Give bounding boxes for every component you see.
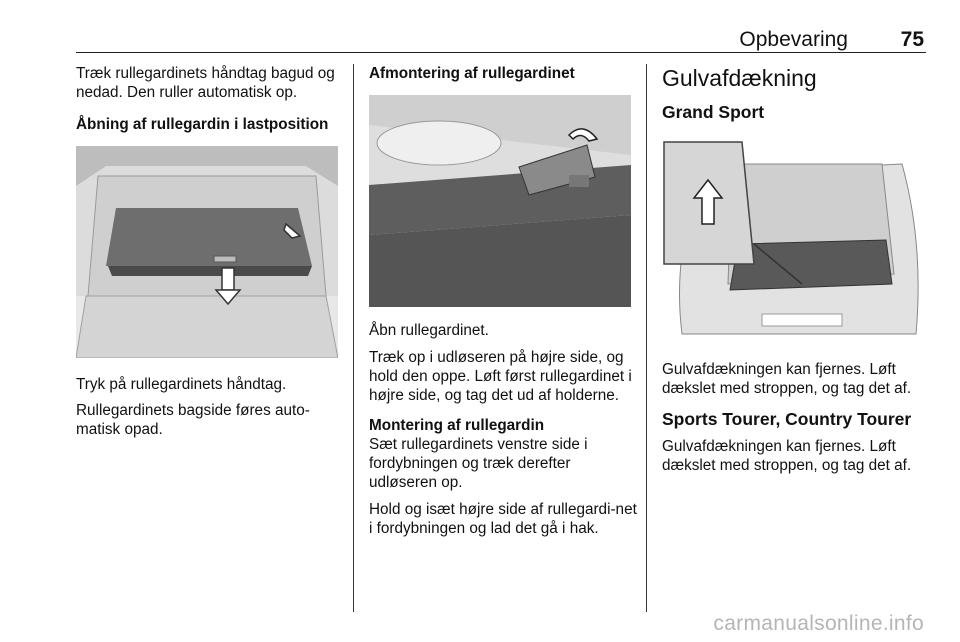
column-divider-right: [646, 64, 647, 612]
column-1: [76, 64, 342, 439]
page-title: Opbevaring: [739, 28, 848, 51]
paragraph-open-cover: Åbn rullegardinet.: [369, 322, 489, 339]
page-number: 75: [900, 28, 924, 51]
paragraph-rear-moves-up: Rullegardinets bagside føres auto-matisk opad.: [76, 402, 310, 438]
column-2: [369, 64, 637, 538]
paragraph-floor-cover-sports-tourer: Gulvafdækningen kan fjernes. Løft dækslet med stroppen, og tag det af.: [662, 438, 912, 474]
illustration-cover-load-position: [76, 146, 338, 358]
subheading-grand-sport: Grand Sport: [662, 102, 765, 122]
section-title-floor-cover: Gulvafdækning: [662, 65, 817, 91]
illustration-floor-cover: [662, 134, 924, 346]
paragraph-floor-cover-grand-sport: Gulvafdækningen kan fjernes. Løft dækslet med stroppen, og tag det af.: [662, 361, 912, 397]
paragraph-insert-right: Hold og isæt højre side af rullegardi-net i fordybningen og lad det gå i hak.: [369, 501, 637, 537]
illustration-remove-cover: [369, 95, 631, 307]
paragraph-insert-left: Sæt rullegardinets venstre side i fordybningen og træk derefter udløseren op.: [369, 436, 588, 491]
column-3: [662, 64, 928, 475]
section-heading-remove: Afmontering af rullegardinet: [369, 65, 575, 82]
section-heading-install: Montering af rullegardin: [369, 417, 545, 434]
section-heading-open: Åbning af rullegardin i lastposition: [76, 116, 329, 133]
paragraph-pull-release: Træk op i udløseren på højre side, og hold den oppe. Løft først rullegardinet i højre side, og tag det ud af holderne.: [369, 349, 632, 404]
page-header: [76, 28, 926, 53]
intro-text: Træk rullegardinets håndtag bagud og nedad. Den ruller automatisk op.: [76, 65, 335, 101]
paragraph-press-handle: Tryk på rullegardinets håndtag.: [76, 376, 287, 393]
watermark: carmanualsonline.info: [713, 612, 924, 635]
column-divider-left: [353, 64, 354, 612]
subheading-sports-tourer: Sports Tourer, Country Tourer: [662, 409, 912, 429]
